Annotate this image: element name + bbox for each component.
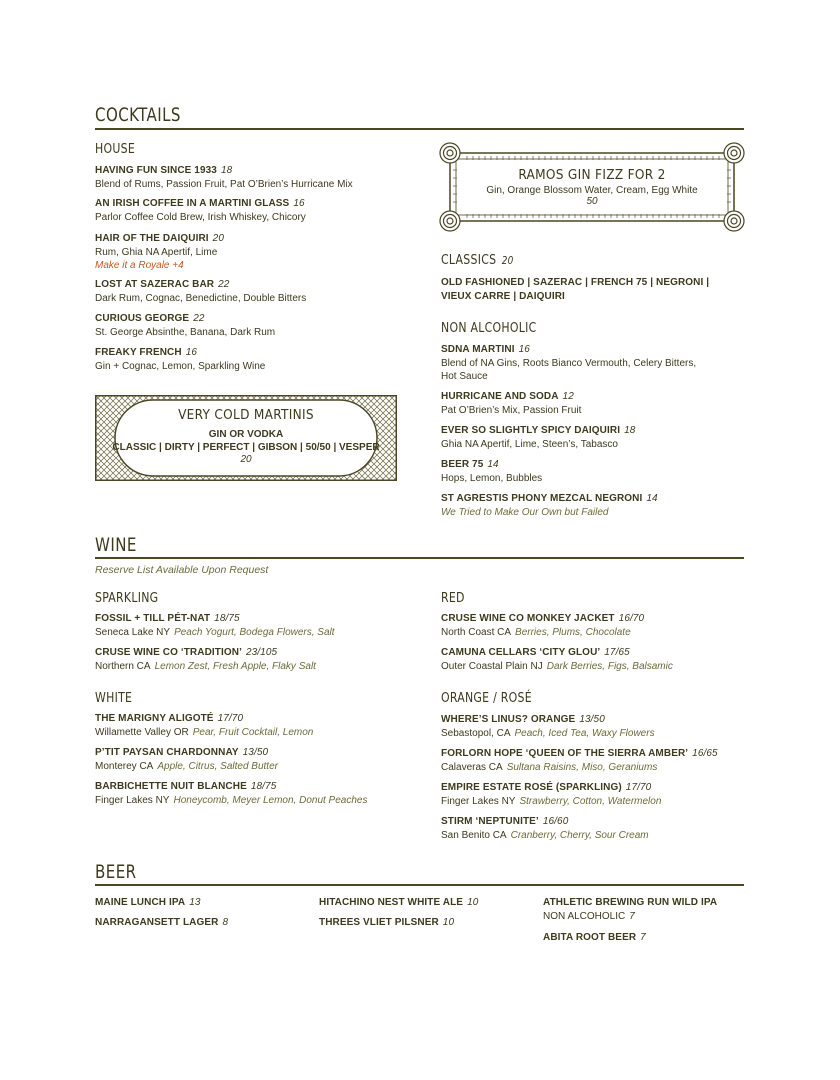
item-desc: Pat O’Brien’s Mix, Passion Fruit — [441, 405, 582, 416]
wine-item — [95, 646, 405, 673]
item-desc: St. George Absinthe, Banana, Dark Rum — [95, 327, 276, 338]
wine-rule — [95, 557, 744, 559]
item-price: 17/70 — [625, 782, 652, 793]
item-price: 14 — [487, 459, 499, 470]
beer-rule — [95, 884, 744, 886]
item-price: 13/50 — [579, 714, 605, 725]
wine-item — [95, 612, 405, 639]
item-name: AN IRISH COFFEE IN A MARTINI GLASS — [95, 198, 290, 209]
menu-item — [95, 346, 405, 373]
sparkling-title: SPARKLING — [95, 590, 159, 606]
item-name: WHERE’S LINUS? ORANGE — [441, 714, 576, 725]
item-desc: Blend of NA Gins, Roots Bianco Vermouth, Celery Bitters, — [441, 358, 697, 369]
martini-box — [95, 407, 397, 465]
item-name: BEER 75 — [441, 459, 484, 470]
menu-item — [441, 458, 751, 485]
classics-title-text: CLASSICS — [441, 252, 497, 268]
reserve-note: Reserve List Available Upon Request — [95, 564, 269, 576]
item-name: FREAKY FRENCH — [95, 347, 182, 358]
item-desc: Hops, Lemon, Bubbles — [441, 473, 543, 484]
item-price: 14 — [646, 493, 658, 504]
item-price: 16 — [518, 344, 530, 355]
item-desc: We Tried to Make Our Own but Failed — [441, 507, 609, 518]
item-name: HAIR OF THE DAIQUIRI — [95, 233, 209, 244]
item-price: 18 — [220, 165, 233, 176]
item-name: CAMUNA CELLARS ‘CITY GLOU’ — [441, 647, 601, 658]
item-name: NARRAGANSETT LAGER — [95, 917, 219, 928]
item-price: 13/50 — [242, 747, 269, 758]
item-region: North Coast CA — [441, 627, 512, 638]
item-name: HAVING FUN SINCE 1933 — [95, 165, 217, 176]
item-price: 18/75 — [214, 613, 240, 624]
item-region: Monterey CA — [95, 761, 154, 772]
item-desc: Dark Rum, Cognac, Benedictine, Double Bitters — [95, 293, 307, 304]
wine-title: WINE — [95, 534, 137, 556]
item-name: MAINE LUNCH IPA — [95, 897, 186, 908]
item-desc: Rum, Ghia NA Apertif, Lime — [95, 247, 218, 258]
beer-item — [95, 896, 305, 910]
corner-ornament — [440, 143, 460, 163]
item-name: CURIOUS GEORGE — [95, 313, 190, 324]
item-region: Calaveras CA — [441, 762, 503, 773]
beer-item — [319, 896, 529, 910]
item-price: 17/70 — [217, 713, 244, 724]
item-notes: Apple, Citrus, Salted Butter — [157, 761, 278, 772]
item-name: ST AGRESTIS PHONY MEZCAL NEGRONI — [441, 493, 643, 504]
item-price: 16 — [185, 347, 198, 358]
item-price: 16 — [293, 198, 305, 209]
item-price: 13 — [189, 897, 201, 908]
menu-item — [441, 424, 751, 451]
item-name: P’TIT PAYSAN CHARDONNAY — [95, 747, 239, 758]
martini-title: VERY COLD MARTINIS — [178, 407, 314, 423]
item-price: 20 — [212, 233, 224, 244]
item-name: ATHLETIC BREWING RUN WILD IPA — [543, 897, 718, 908]
item-price: 7 — [629, 911, 635, 922]
martini-styles: CLASSIC | DIRTY | PERFECT | GIBSON | 50/50 | VESPER — [112, 442, 380, 453]
item-notes: Cranberry, Cherry, Sour Cream — [510, 830, 649, 841]
house-title: HOUSE — [95, 141, 136, 157]
item-price: 8 — [222, 917, 229, 928]
corner-ornament — [724, 143, 744, 163]
beer-item — [543, 896, 743, 923]
wine-item — [441, 747, 751, 774]
item-region: San Benito CA — [441, 830, 507, 841]
item-region: Finger Lakes NY — [441, 796, 516, 807]
item-notes: Strawberry, Cotton, Watermelon — [519, 796, 662, 807]
item-name: EMPIRE ESTATE ROSÉ (SPARKLING) — [441, 782, 622, 793]
menu-item — [441, 390, 751, 417]
wine-item — [441, 612, 751, 639]
corner-ornament — [440, 211, 460, 231]
item-price: 17/65 — [604, 647, 630, 658]
item-name: LOST AT SAZERAC BAR — [95, 279, 215, 290]
item-notes: Sultana Raisins, Miso, Geraniums — [506, 762, 658, 773]
beer-title: BEER — [95, 861, 137, 883]
menu-item — [441, 343, 751, 383]
menu-item — [441, 492, 751, 519]
item-name: EVER SO SLIGHTLY SPICY DAIQUIRI — [441, 425, 621, 436]
item-region: Sebastopol, CA — [441, 728, 511, 739]
beer-item — [319, 916, 529, 930]
item-price: 23/105 — [245, 647, 278, 658]
classics-line-2: VIEUX CARRE | DAIQUIRI — [441, 291, 565, 302]
wine-item — [95, 746, 405, 773]
item-region: Seneca Lake NY — [95, 627, 171, 638]
ramos-desc: Gin, Orange Blossom Water, Cream, Egg White — [486, 185, 698, 196]
item-region: Willamette Valley OR — [95, 727, 189, 738]
item-name: HURRICANE AND SODA — [441, 391, 559, 402]
item-price: 7 — [640, 932, 646, 943]
item-desc: Ghia NA Apertif, Lime, Steen’s, Tabasco — [441, 439, 618, 450]
item-notes: Lemon Zest, Fresh Apple, Flaky Salt — [154, 661, 316, 672]
item-price: 10 — [442, 917, 455, 928]
wine-item — [441, 713, 751, 740]
classics-line-1: OLD FASHIONED | SAZERAC | FRENCH 75 | NEGRONI | — [441, 277, 710, 288]
item-name: ABITA ROOT BEER — [543, 932, 637, 943]
red-title: RED — [441, 590, 465, 606]
item-region: Finger Lakes NY — [95, 795, 170, 806]
wine-item — [441, 646, 751, 673]
item-desc: Parlor Coffee Cold Brew, Irish Whiskey, Chicory — [95, 212, 306, 223]
item-price: 16/65 — [692, 748, 718, 759]
item-sub: NON ALCOHOLIC — [543, 911, 626, 922]
classics-price: 20 — [501, 254, 514, 267]
item-price: 12 — [562, 391, 574, 402]
item-name: STIRM ‘NEPTUNITE’ — [441, 816, 539, 827]
cocktails-rule — [95, 128, 744, 130]
martini-spirits: GIN OR VODKA — [208, 429, 284, 440]
beer-item — [543, 931, 743, 945]
item-notes: Berries, Plums, Chocolate — [515, 627, 631, 638]
wine-item — [95, 780, 405, 807]
item-name: THREES VLIET PILSNER — [319, 917, 439, 928]
item-desc: Gin + Cognac, Lemon, Sparkling Wine — [95, 361, 266, 372]
item-name: FORLORN HOPE ‘QUEEN OF THE SIERRA AMBER’ — [441, 748, 689, 759]
item-notes: Peach Yogurt, Bodega Flowers, Salt — [174, 627, 335, 638]
menu-item — [95, 312, 405, 339]
item-name: THE MARIGNY ALIGOTÉ — [95, 713, 214, 724]
item-notes: Peach, Iced Tea, Waxy Flowers — [514, 728, 655, 739]
item-notes: Pear, Fruit Cocktail, Lemon — [192, 727, 314, 738]
item-notes: Dark Berries, Figs, Balsamic — [546, 661, 673, 672]
item-name: CRUSE WINE CO MONKEY JACKET — [441, 613, 615, 624]
corner-ornament — [724, 211, 744, 231]
ramos-box — [439, 167, 745, 207]
item-desc: Blend of Rums, Passion Fruit, Pat O’Brien’s Hurricane Mix — [95, 179, 353, 190]
ramos-price: 50 — [586, 196, 598, 207]
menu-item — [95, 232, 405, 272]
item-region: Outer Coastal Plain NJ — [441, 661, 543, 672]
menu-item — [95, 278, 405, 305]
item-name: HITACHINO NEST WHITE ALE — [319, 897, 464, 908]
ramos-title: RAMOS GIN FIZZ FOR 2 — [518, 167, 666, 183]
item-desc-cont: Hot Sauce — [441, 371, 488, 382]
item-price: 16/70 — [618, 613, 645, 624]
classics-list — [441, 276, 741, 304]
wine-item — [95, 712, 405, 739]
item-price: 22 — [218, 279, 230, 290]
item-notes: Honeycomb, Meyer Lemon, Donut Peaches — [173, 795, 368, 806]
item-price: 18 — [624, 425, 636, 436]
classics-title — [441, 252, 514, 268]
menu-item — [95, 197, 405, 224]
menu-item — [95, 164, 405, 191]
item-price: 16/60 — [542, 816, 569, 827]
item-name: SDNA MARTINI — [441, 344, 515, 355]
item-name: BARBICHETTE NUIT BLANCHE — [95, 781, 247, 792]
wine-item — [441, 815, 751, 842]
item-name: FOSSIL + TILL PÉT-NAT — [95, 613, 211, 624]
item-price: 18/75 — [250, 781, 277, 792]
white-title: WHITE — [95, 690, 133, 706]
item-region: Northern CA — [95, 661, 151, 672]
cocktails-title: COCKTAILS — [95, 104, 181, 126]
item-price: 22 — [193, 313, 205, 324]
martini-price: 20 — [240, 454, 252, 465]
item-name: CRUSE WINE CO ‘TRADITION’ — [95, 647, 242, 658]
item-note: Make it a Royale +4 — [95, 260, 184, 271]
item-price: 10 — [467, 897, 479, 908]
orange-rose-title: ORANGE / ROSÉ — [441, 690, 532, 706]
non-alcoholic-title: NON ALCOHOLIC — [441, 320, 537, 336]
beer-item — [95, 916, 305, 930]
wine-item — [441, 781, 751, 808]
